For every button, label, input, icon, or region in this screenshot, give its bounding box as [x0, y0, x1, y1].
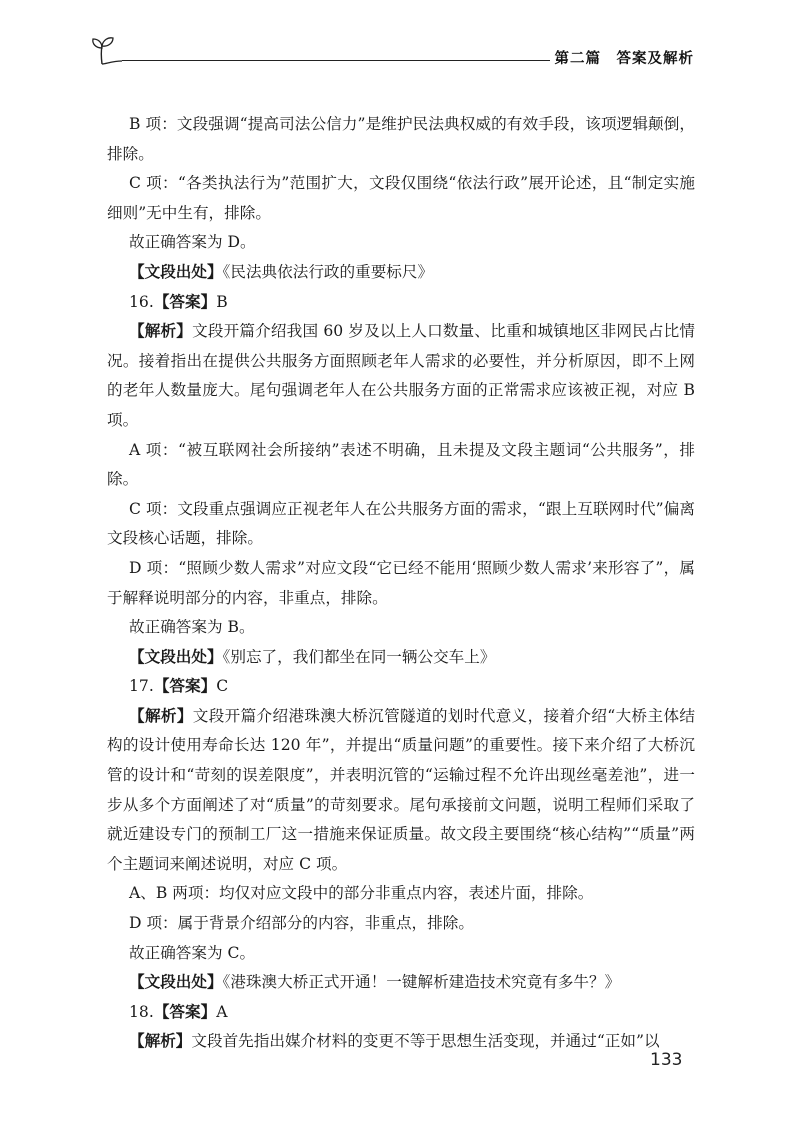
paragraph-text: 故正确答案为 D。: [129, 233, 256, 252]
paragraph-text: D 项：属于背景介绍部分的内容，非重点，排除。: [129, 914, 474, 933]
paragraph-answer-18: [107, 998, 695, 1028]
analysis-label: 【解析】: [129, 322, 193, 341]
paragraph-answer-16: [107, 288, 695, 318]
running-header: [88, 34, 694, 68]
answer-explanations: [107, 110, 695, 1057]
question-number: 16.: [129, 292, 154, 311]
header-rule: [122, 60, 550, 61]
paragraph-text: D 项：“照顾少数人需求”对应文段“它已经不能用‘照顾少数人需求’来形容了”，属于解释说明部分的内容，非重点，排除。: [107, 558, 695, 607]
paragraph-text: 故正确答案为 B。: [129, 618, 255, 637]
answer-label: 【答案】: [153, 677, 217, 696]
analysis-text: 文段首先指出媒介材料的变更不等于思想生活变现，并通过“正如”以: [191, 1032, 660, 1051]
source-label: 【文段出处】: [129, 262, 223, 281]
paragraph-c-option: [107, 495, 695, 554]
sprout-icon: [88, 34, 128, 68]
analysis-text: 文段开篇介绍我国 60 岁及以上人口数量、比重和城镇地区非网民占比情况。接着指出在提供公共服务方面照顾老年人需求的必要性，并分析原因，即不上网的老年人数量庞大。尾句强调老年人在公共服务方面的正常需求应该被正视，对应 B 项。: [107, 322, 695, 429]
paragraph-c-option: [107, 169, 695, 228]
paragraph-text: A 项：“被互联网社会所接纳”表述不明确，且未提及文段主题词“公共服务”，排除。: [107, 440, 695, 489]
paragraph-conclusion: [107, 228, 695, 258]
answer-value: A: [216, 1002, 228, 1021]
paragraph-analysis-16: [107, 317, 695, 435]
page-number: 133: [650, 1050, 683, 1070]
paragraph-conclusion: [107, 613, 695, 643]
source-text: 《民法典依法行政的重要标尺》: [222, 262, 434, 281]
paragraph-d-option: [107, 554, 695, 613]
source-text: 《别忘了，我们都坐在同一辆公交车上》: [222, 647, 496, 666]
paragraph-ab-options: [107, 879, 695, 909]
question-number: 17.: [129, 677, 154, 696]
paragraph-answer-17: [107, 672, 695, 702]
analysis-label: 【解析】: [129, 706, 193, 725]
paragraph-d-option: [107, 909, 695, 939]
paragraph-text: A、B 两项：均仅对应文段中的部分非重点内容，表述片面，排除。: [129, 884, 594, 903]
paragraph-source: [107, 643, 695, 673]
paragraph-analysis-17: [107, 702, 695, 880]
paragraph-source: [107, 968, 695, 998]
paragraph-source: [107, 258, 695, 288]
analysis-label: 【解析】: [129, 1032, 192, 1051]
answer-value: B: [216, 292, 228, 311]
analysis-text: 文段开篇介绍港珠澳大桥沉管隧道的划时代意义，接着介绍“大桥主体结构的设计使用寿命长达 120 年”，并提出“质量问题”的重要性。接下来介绍了大桥沉管的设计和“苛刻的误差限度”，并表明沉管的“运输过程不允许出现丝毫差池”，进一步从多个方面阐述了对“质量”的苛刻要求。尾句承接前文问题，说明工程师们采取了就近建设专门的预制工厂这一措施来保证质量。故文段主要围绕“核心结构”“质量”两个主题词来阐述说明，对应 C 项。: [107, 706, 695, 873]
paragraph-text: 故正确答案为 C。: [129, 943, 256, 962]
answer-value: C: [216, 677, 229, 696]
answer-label: 【答案】: [153, 1002, 217, 1021]
paragraph-a-option: [107, 436, 695, 495]
paragraph-analysis-18: [107, 1027, 695, 1057]
answer-label: 【答案】: [153, 292, 217, 311]
paragraph-text: B 项：文段强调“提高司法公信力”是维护民法典权威的有效手段，该项逻辑颠倒，排除。: [107, 115, 695, 163]
paragraph-text: C 项：文段重点强调应正视老年人在公共服务方面的需求，“跟上互联网时代”偏离文段核心话题，排除。: [107, 499, 695, 548]
paragraph-conclusion: [107, 939, 695, 969]
source-label: 【文段出处】: [129, 647, 223, 666]
source-label: 【文段出处】: [129, 973, 223, 992]
header-title: 第二篇 答案及解析: [554, 51, 694, 67]
question-number: 18.: [129, 1002, 154, 1021]
paragraph-text: C 项：“各类执法行为”范围扩大，文段仅围绕“依法行政”展开论述，且“制定实施细则”无中生有，排除。: [107, 174, 695, 222]
source-text: 《港珠澳大桥正式开通！一键解析建造技术究竟有多牛？》: [222, 973, 621, 992]
paragraph-b-option: [107, 110, 695, 169]
